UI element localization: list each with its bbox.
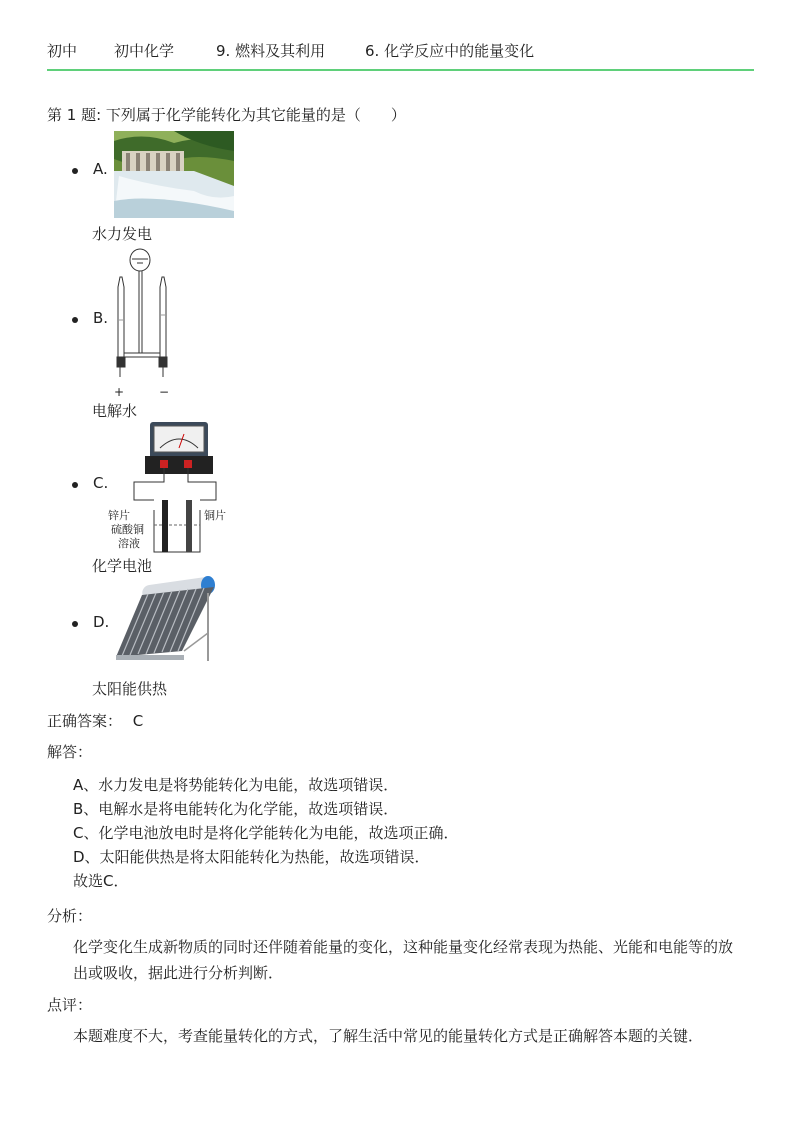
option-a-bullet — [72, 168, 78, 174]
option-d-bullet — [72, 621, 78, 627]
solution-label-1: 硫酸铜 — [111, 523, 144, 536]
breadcrumb-level[interactable]: 初中 — [47, 42, 78, 60]
correct-answer — [47, 710, 143, 731]
option-d-caption: 太阳能供热 — [92, 680, 168, 698]
solution-line: C、化学电池放电时是将化学能转化为电能，故选项正确． — [73, 824, 459, 842]
solution-line: A、水力发电是将势能转化为电能，故选项错误． — [73, 776, 399, 794]
option-a-letter: A. — [93, 160, 108, 178]
correct-answer-label: 正确答案： — [47, 712, 123, 730]
option-b-caption: 电解水 — [92, 402, 138, 420]
option-c-letter: C. — [93, 474, 109, 492]
breadcrumb-chapter[interactable]: 9. 燃料及其利用 — [216, 42, 326, 60]
breadcrumb-subject[interactable]: 初中化学 — [114, 42, 175, 60]
electrolysis-image — [108, 245, 183, 398]
header-divider — [47, 69, 754, 71]
correct-answer-value: C — [132, 712, 144, 730]
solution-line: D、太阳能供热是将太阳能转化为热能，故选项错误． — [73, 848, 430, 866]
positive-terminal-label: + — [114, 385, 125, 399]
solution-title: 解答： — [47, 743, 93, 761]
breadcrumb — [47, 40, 754, 62]
chemical-battery-image — [130, 420, 230, 555]
question-text: 第 1 题: 下列属于化学能转化为其它能量的是（ ） — [47, 106, 406, 124]
hydropower-image — [114, 131, 234, 218]
option-b-bullet — [72, 317, 78, 323]
comment-text: 本题难度不大，考查能量转化的方式，了解生活中常见的能量转化方式是正确解答本题的关键． — [73, 1027, 704, 1045]
analysis-text: 化学变化生成新物质的同时还伴随着能量的变化，这种能量变化经常表现为热能、光能和电能等的放出或吸收，据此进行分析判断． — [73, 938, 734, 982]
option-a-caption: 水力发电 — [92, 225, 153, 243]
option-b-letter: B. — [93, 309, 109, 327]
solution-line: B、电解水是将电能转化为化学能，故选项错误． — [73, 800, 399, 818]
zinc-plate-label: 锌片 — [108, 509, 130, 522]
option-c-bullet — [72, 482, 78, 488]
option-c-caption: 化学电池 — [92, 557, 153, 575]
copper-plate-label: 铜片 — [204, 509, 226, 522]
solar-heater-image — [112, 573, 218, 665]
option-d-letter: D. — [93, 613, 110, 631]
comment-title: 点评： — [47, 996, 93, 1014]
negative-terminal-label: − — [159, 385, 170, 399]
analysis-title: 分析： — [47, 907, 93, 925]
solution-label-2: 溶液 — [118, 537, 140, 550]
solution-line: 故选C． — [73, 872, 129, 890]
breadcrumb-section[interactable]: 6. 化学反应中的能量变化 — [365, 42, 535, 60]
